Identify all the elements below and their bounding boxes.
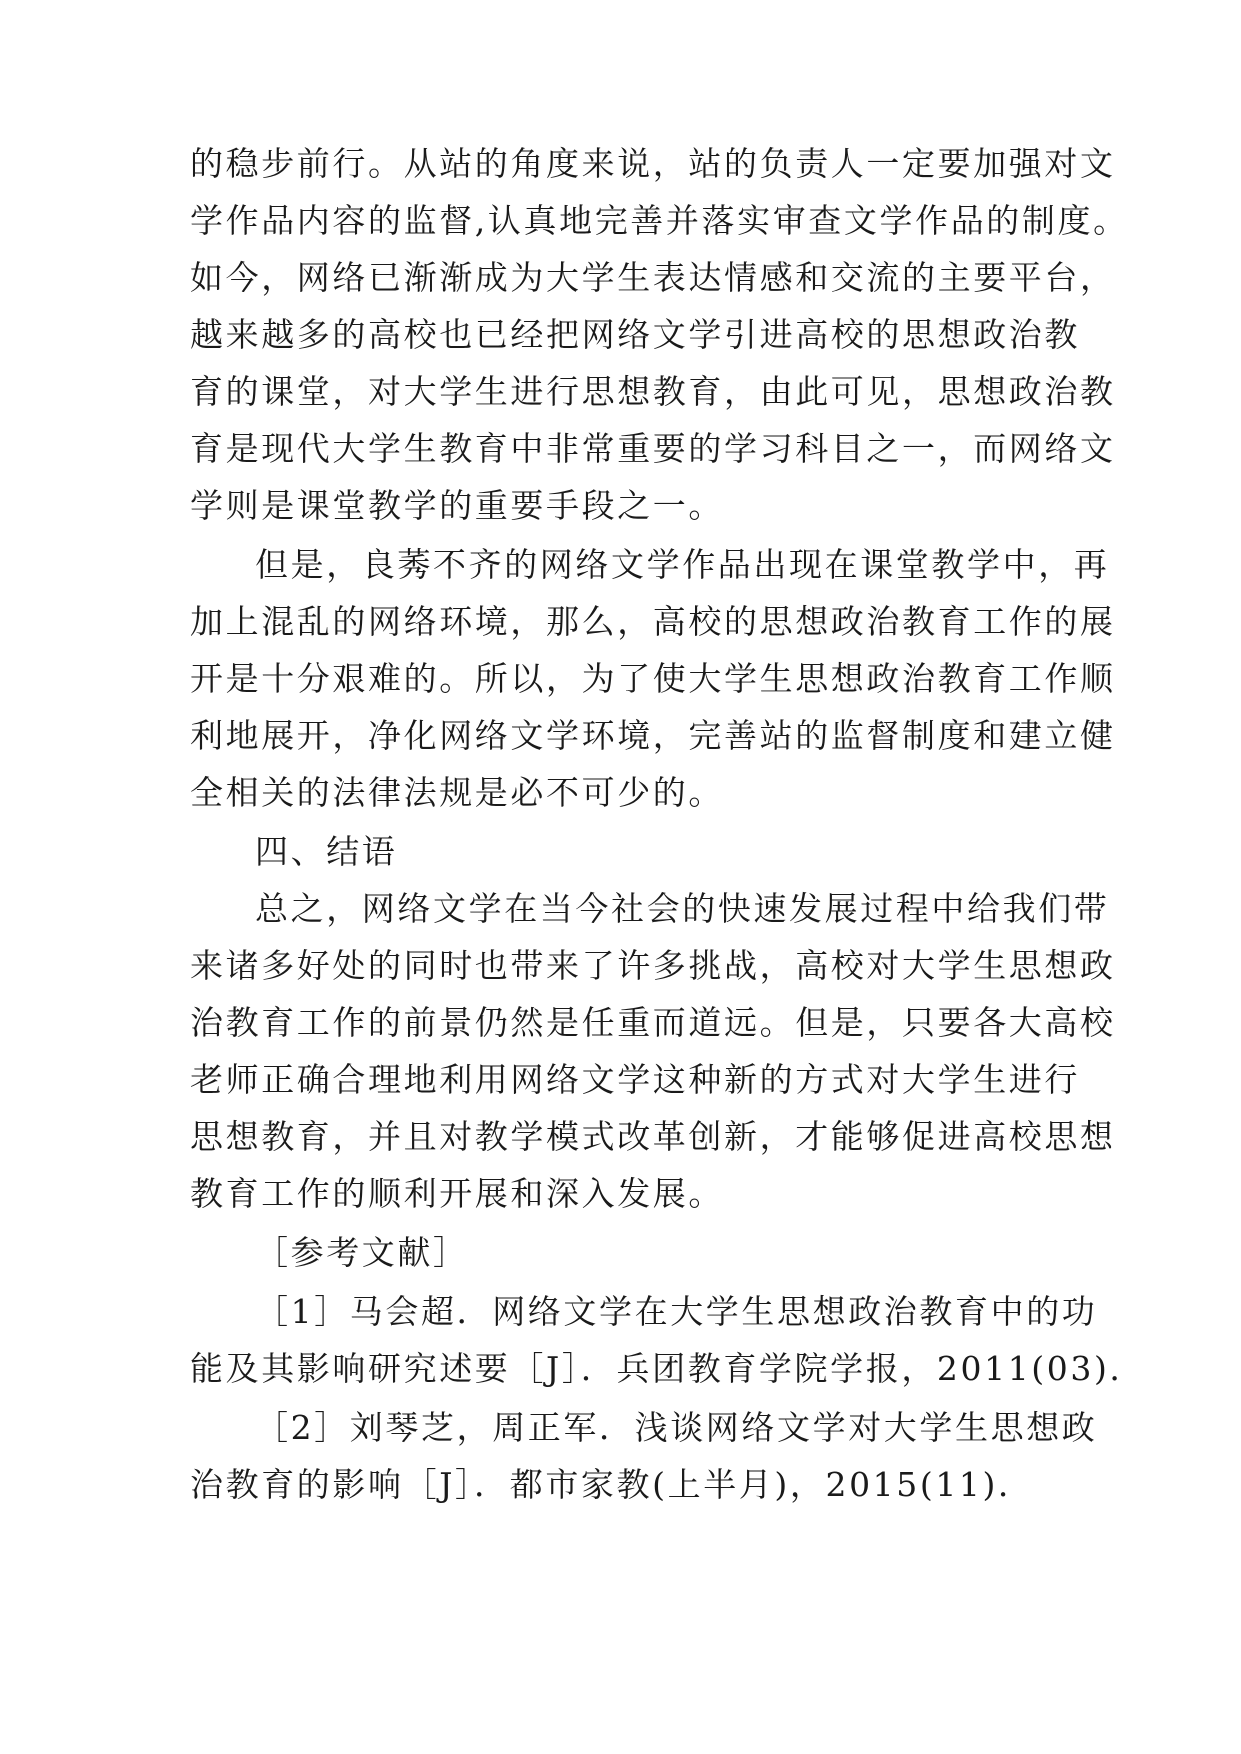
text-line: 但是，良莠不齐的网络文学作品出现在课堂教学中，再 xyxy=(255,545,1110,584)
section-heading: 四、结语 xyxy=(255,832,398,871)
text-line: 思想教育，并且对教学模式改革创新，才能够促进高校思想 xyxy=(190,1117,1116,1156)
text-line: 全相关的法律法规是必不可少的。 xyxy=(190,773,724,812)
reference-line: 治教育的影响［J］．都市家教(上半月)，2015(11)． xyxy=(190,1465,1034,1504)
text-line: 利地展开，净化网络文学环境，完善站的监督制度和建立健 xyxy=(190,716,1116,755)
reference-line: ［1］马会超．网络文学在大学生思想政治教育中的功 xyxy=(255,1292,1098,1331)
text-line: 总之，网络文学在当今社会的快速发展过程中给我们带 xyxy=(255,889,1110,928)
text-line: 教育工作的顺利开展和深入发展。 xyxy=(190,1174,724,1213)
text-line: 育的课堂，对大学生进行思想教育，由此可见，思想政治教 xyxy=(190,372,1116,411)
reference-line: 能及其影响研究述要［J］．兵团教育学院学报，2011(03)． xyxy=(190,1349,1146,1388)
text-line: 学作品内容的监督,认真地完善并落实审查文学作品的制度。 xyxy=(190,201,1129,240)
text-line: 越来越多的高校也已经把网络文学引进高校的思想政治教 xyxy=(190,315,1080,354)
text-line: 开是十分艰难的。所以，为了使大学生思想政治教育工作顺 xyxy=(190,659,1116,698)
text-line: 来诸多好处的同时也带来了许多挑战，高校对大学生思想政 xyxy=(190,946,1116,985)
text-line: 育是现代大学生教育中非常重要的学习科目之一，而网络文 xyxy=(190,429,1116,468)
references-heading: ［参考文献］ xyxy=(255,1233,469,1272)
text-line: 治教育工作的前景仍然是任重而道远。但是，只要各大高校 xyxy=(190,1003,1116,1042)
text-line: 的稳步前行。从站的角度来说，站的负责人一定要加强对文 xyxy=(190,144,1116,183)
text-line: 如今，网络已渐渐成为大学生表达情感和交流的主要平台， xyxy=(190,258,1116,297)
text-line: 老师正确合理地利用网络文学这种新的方式对大学生进行 xyxy=(190,1060,1080,1099)
text-line: 加上混乱的网络环境，那么，高校的思想政治教育工作的展 xyxy=(190,602,1116,641)
reference-line: ［2］刘琴芝，周正军．浅谈网络文学对大学生思想政 xyxy=(255,1408,1098,1447)
text-line: 学则是课堂教学的重要手段之一。 xyxy=(190,486,724,525)
